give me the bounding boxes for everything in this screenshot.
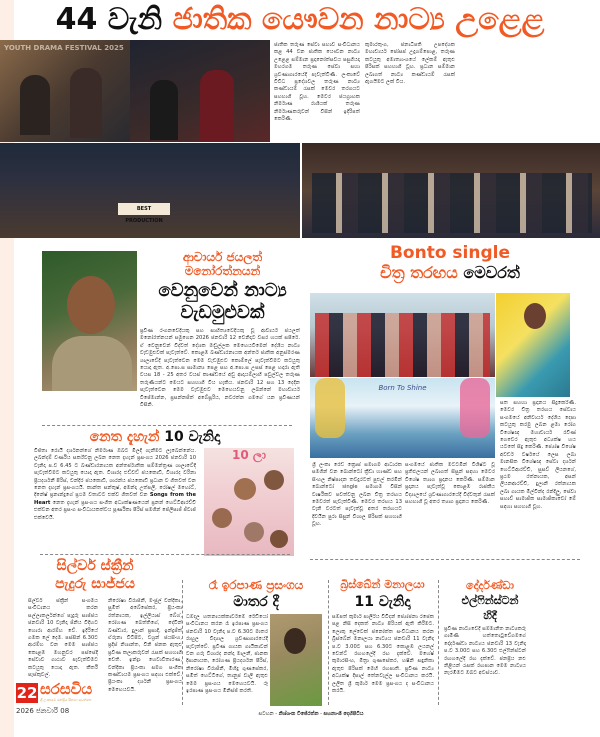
credits-separator: - <box>320 711 322 717</box>
feature-kicker-line2: මනෝරත්නයන් <box>184 264 261 278</box>
feature-title-line1: වෙනුවෙන් නාට්‍ය <box>158 280 287 301</box>
photo-bonto-speaker <box>496 293 570 397</box>
irapana-title-line1: රෑ ඉරපාණ ප්‍රසංගය <box>208 578 304 592</box>
dordanda-title-line3: හිදී <box>483 609 497 622</box>
photo-bonto-children <box>310 378 495 458</box>
bonto-title-black: මෙවරත් <box>463 263 520 282</box>
brisbane-title-line2: 11 වැනිදා <box>354 594 411 610</box>
irapana-title-line2: මාතර දී <box>233 594 279 610</box>
silver-col1: සිල්වර් ස්ක්‍රීන් සංගමය සංවිධානය කරන සල්ලාකර්ලන්ගේ පැදුරු සාජ්ජය ජනවාරි 10 වැනිදා ජිනිය විදිහට හොරා ආරම්භ වේ. ඉදිරියේ ගමක ලේ දෙම. පස්සින් 6.30ට ආරම්භ වන මෙම සාජ්ජය කොළඹ මහනුවර පස්සේදී සේවාව ගාථාව පැවැත්වීමට කටයුතු යොදා ඇත. කීර්ති පැස්කුවල්. <box>28 598 98 678</box>
page-headline <box>0 2 600 38</box>
divider-bonto <box>310 559 580 560</box>
dordanda-title-line1: දෝර්දණ්ඩා <box>465 579 515 592</box>
credits <box>186 710 436 718</box>
credits-prefix: සටහන - <box>258 711 278 717</box>
feature-title-line2: වැඩමුළුවක් <box>180 302 265 323</box>
divider-v2 <box>328 580 329 705</box>
top-story-col1: ජාතික තරුණ සේවා සභාව සංවිධානය කළ 44 වන ජාතික යෞවන නාට්‍ය උළෙළ සම්මාන ප්‍රදානෝත්සවය පසුගියදා මහරගම තරුණ සේවා සභා ශ්‍රවණාගාරයේදී පැවැත්විණි. ලංකාවේ විවිධ ප්‍රදේශවල තරුණ නාට්‍ය කණ්ඩායම් රැසක් මෙවර තරගයට සහභාගී වූහ. මෙවර ජයග්‍රාහක නිර්මාණ රාශියක් තරුණ නිර්මාණකරුවන් විසින් ඉදිරිපත් කෙරිණි. <box>274 42 360 123</box>
photo-award-handover-2 <box>130 40 270 142</box>
dordanda-title-line2: එල්ෆින්ස්ටන් <box>461 594 519 607</box>
concert-title-orange: නෙත දැහැන් <box>89 429 160 445</box>
page-number: 22 <box>16 684 38 702</box>
divider-feature <box>42 425 292 426</box>
brisbane-title-line1: බ්‍රිස්බේන් මනාලයා <box>340 578 425 591</box>
bonto-col2: සංගමයේ ජාතික මට්ටමින් විශිෂ්ට වූ ප්‍රතිඵලයන් ලබාගත් සිසුන් සඳහා මෙවර විශේෂ ත්‍යාග ප්‍රදානය කෙරිණි. සම්මාන ප්‍රදානය පැවැත්වූ කොළඹ රාජකීය විද්‍යාලයේ ශ්‍රවණාගාරයේදී විද්වතුන් රැසක් සහභාගී වූ අතර ත්‍යාග ප්‍රදානය කෙරිණි. <box>405 462 495 506</box>
concert-body-highlight: Songs from the Heart <box>34 492 196 506</box>
divider-v1 <box>182 580 183 705</box>
brisbane-body: සම්පත් කුමාර් පාලීරිය විවිදන් ජ්‍යෝජනා රජෙක පළ නිසි දෙකත් නාට්‍ය පිරියක් ඇති කිරීමට. ලොකු ලේවෙක් ජනෝත්ත සංවිධානය කරන බ්‍රිස්බේන් මනාලයා නාට්‍යය ජනවාරි 11 වැනිදා ප.ව 3.00ට සහ 6.30ට කොළඹ ලයනල් වෙන්ට් රඟහලේදී රඟ දැක්වේ. මහේෂ් කුමාරසිංහ, මිත්‍රා ගුණසේකර, හෂිනි සඳුනිකා ඇතුළු පිරිසක් මෙහි රඟපාති. ප්‍රවීණ නාට්‍ය අධ්‍යක්ෂ දිපාල් තේනවැල්ල සංවිධානය කරයි. ලලිත ශ්‍රී කුමාර් මෙම ප්‍රසංගය ද සංවිධානය කරයි. <box>332 614 434 695</box>
silver-title-line2: පැදුරු සාජ්ජය <box>55 576 135 592</box>
divider-concert <box>40 554 290 555</box>
credits-name2: සහනාංශි දෙහිපිටිය <box>323 711 364 717</box>
photo-group-winners <box>0 143 300 238</box>
brand-logo: සරසවිය <box>40 680 93 698</box>
concert-body-part2: නෙත දැහැන් ප්‍රසංගය සංගීත අධ්‍යක්ෂණයෙන් ප්‍රනන් හෙට්ටිආරච්චි එක්වන අතර ප්‍රසංග සංවිධායකත්වය පූර්ණිකා පීරිස් සමගින් ජේලීපාජි ජිවාජ් එක්වෙයි. <box>34 499 196 521</box>
issue-date: 2026 ජනවාරි 08 <box>16 707 70 715</box>
born-to-shine-banner: Born To Shine <box>378 384 427 392</box>
feature-body: ප්‍රවීණ රංගනවේදියකු සහ සාහිත්‍යවේදියකු වූ ආචාර්ය ජයලත් මනෝරත්නයන් සමුගෙන 2026 ජනවාරි 12 වෙනිදාට වසර හයක් සපිරේ. ඒ වෙනුවෙන් විද්වත් දේශක මඬුල්ලක මෙහෙයවීමෙන් දේශීය නාට්‍ය වැඩමුළුවක් පැවැත්වේ. කොළඹ බණ්ඩාරනායක අන්තර් ජාතික අනුස්මරණ ශාලාවේදී පැවැත්වෙන මෙම වැඩමුළුව කොම්ලේ පැවැත්වීමට කටයුතු යොදා ඇත. අ.පො.ස සාමාන්‍ය පෙළ සහ අ.පො.ස උසස් පෙළ හදාරා ඇති වයස 18 - 25 අතර වයස් කාණ්ඩයේ අඩු ආදායම්ලාභී පවුල්වල තරුණ තරුණියන්ට මෙයට සහභාගී විය හැකිය. ජනවාරි 12 සහ 13 දෙදින පැවැත්වෙන මෙම වැඩමුළුව මෙහෙයවනු ලබන්නේ මහාචාර්ය විජේමාන්න, ප්‍රසන්නජිත් අබේසූරිය, නවරත්න ගමගේ යන ප්‍රවීණයන් විසිනි. <box>140 328 300 409</box>
dordanda-body: ප්‍රවීණ නාට්‍යවේදී සම්මානිත නාට්‍යකරු ගාමිණී හත්තොටුවේගමගේ දෝර්දණ්ඩා නාට්‍යය ජනවාරි 13 වැනිදා ප.ව 3.00ට සහ 6.30ට එල්ෆින්ස්ටන් රඟහලේදී රඟ දැක්වේ. ජනප්‍රිය නළු නිළියන් රැසක් රඟපාන මෙම නාට්‍යය නැරඹීමට ඔබට අවස්ථාව. <box>444 626 526 677</box>
page-number-badge <box>16 683 38 703</box>
silver-title-line1: සිල්වර් ස්ක්‍රීන් <box>56 558 134 574</box>
bonto-title-orange: චිත්‍ර තරඟය <box>380 263 458 282</box>
silver-col2: නිරෝෂා විරාජිනී, මංජුල් වන්දිකා, සුමිත් අබේසේකර, ප්‍රියංකා රත්නායක, ඉල්ලියාස් බේග්, රෝහණ බෙත්තිගේ, දේවින් බණ්ඩාර, දුලාන් ප්‍රසාදි, ඉන්ද්‍රජිත් ඒරුනා විටිපිට, වශ්‍රන් ජයසිංහ, ප්‍රදිප් නිශාන්ත, විනි ජනක ඇතුළු ප්‍රවීණ කලාකරුවන් රැසක් සහභාගී වෙති. ඉන්ද්‍රා හෙවාවිතාරණ, වන්දිකා ප්‍රියංකා සමග සංගීත කණ්ඩායම ප්‍රසංගය සඳහා එක්වේ. ප්‍රියංකා දර්ශනී ප්‍රසංගය මෙහෙයවයි. <box>108 598 182 693</box>
concert-title-black: 10 වැනිදා <box>164 429 221 445</box>
feature-kicker-line1: ආචාර්ය ජයලත් <box>182 250 263 264</box>
bonto-col1: ශ්‍රී ලංකා රෙඩ් ක්‍රොස් සමාගම ආධාරක සමගින් වන බොන්ටෝ ක්‍රීඩා භාණ්ඩ සහ සිංහල නිෂ්පාදන තවදුරටත් පුළුල් කරමින් බොන්ටෝ single සමාගම විසින් වාර්ෂිකව පවත්වනු ලබන චිත්‍ර තරඟය මෙවරත් පැවැත්විණි. මෙවර තරඟය 13 වැනි වරටත් පැවැත්වූ අතර තරඟයට දිවයින පුරා සිසුන් විශාල පිරිසක් සහභාගි වූහ. <box>312 462 402 528</box>
headline-part1: 44 වැනි <box>55 2 163 37</box>
concert-poster-title: 10 ලා <box>232 448 266 462</box>
photo-audience-guests <box>302 143 600 238</box>
divider-v3 <box>438 580 439 705</box>
credits-name1: නිශ්ශංක විජේරත්න <box>278 711 319 717</box>
headline-part2: ජාතික යෞවන නාට්‍ය උළෙළ <box>172 2 545 37</box>
bonto-col3: සත සහභා ප්‍රදානය සිදුකෙරිණි. මෙවර චිත්‍ර තරඟය සේවාය සංගමයේ අනිවාර්ය දේශීය දෙපා කටයුතු කරමු ලබන ළමා රෝග විශේෂඥ මහාචාර්ය රවිණ් ගෙවෙර ඇතුළු අධ්‍යක්ෂ හය යටතේ සිදු කෙරිණි. ජ්‍යෝෂ විශේෂ අවර්ඩ වර්ෂයේ ලෙස ලබා මානසික විශේෂඥ සේවා දර්ශන් හෙට්ටිආරච්චි, සුසව් ලියනගේ, ප්‍රථම රත්නායක, අසන් ලියනආරච්චි, දුලානි රත්නායක ලබා ගායක මිල්වින්ද රන්දිලු, සේවා සහාව් සාමාජික සාමාජිකාවෝ මේ සඳහා සහභාගී වූහ. <box>500 400 576 510</box>
festival-banner-text: YOUTH DRAMA FESTIVAL 2025 <box>4 44 124 52</box>
irapana-body: ධම්දල හතනායක්කාර්වමේ රේඩියෝ සංවිධානය කරන රෑ ඉරපාණ ප්‍රසංගය ජනවාරි 10 වැනිදා ප.ව 6.30ට මාතර රාහුල විද්‍යාල ශ්‍රවණාගාරයේදී පැවැත්වේ. ප්‍රවීණ ගායක ගායිකාවන් වන ගරු විශාරද නන්දා මාලනී, ජානක දිසානායක, රෝහණ ප්‍රියදර්ශන පීරිස්, නිරෝෂා විරාජිනී, මිහිදු ගුණසේකර, සමිත් හෙට්ටිගේ, තානුජ වාලි ඇතුළු මෙම ප්‍රසංගය මෙහෙයවයි. රූ ඉරපාණ ප්‍රසංගය මිනිස්ජ් කරති. <box>186 614 268 695</box>
top-story-col2: කුමාරතුංග, ජනාධිපති උපදේශක මහාචාර්ය ජෝසප් උදුගම්පොළ, තරුණ කටයුතු අමාත්‍යාංශයේ ලේකම් ඇතුළු පිරිසක් සහභාගී වූහ. ප්‍රධාන සම්මාන ලබාගත් නාට්‍ය කණ්ඩායම් රැසක් ඇගයීමට ලක් විය. <box>365 42 455 86</box>
concert-poster <box>204 448 294 556</box>
bonto-title-line2 <box>300 262 600 284</box>
photo-jayalath-manoratne <box>42 251 137 391</box>
best-production-sign: BEST PRODUCTION <box>118 203 170 215</box>
concert-body <box>34 448 196 544</box>
bonto-title-line1: Bonto single <box>389 243 511 263</box>
photo-irapana-singer <box>270 614 322 706</box>
photo-award-handover-1 <box>0 40 130 142</box>
concert-title <box>20 428 290 446</box>
brand-tagline: ශ්‍රී ලංකාවේ ජනප්‍රිය සිනමා පුවත්පත <box>40 698 92 702</box>
photo-bonto-guests <box>310 293 495 377</box>
concert-body-part1: විජිතා රොයි දර්ශනන්ගේ නිර්මාණ ඔබට මිලදී ගැනීමට ලැබෙන්නේය. ලබන්දම් වර්ණිය සර්ක්වනු ලබන නෙත දැහැන් ප්‍රසංගය 2026 ජනවාරි 10 වැනිදා ප.ව 6.45 ට බණ්ඩාරනායක අන්තර්ජාතික සම්මන්ත්‍රණ ශාලාවේදී පැවැත්වීමට කටයුතු යොදා ඇත. විශාරද එඩ්වඩ් ජයකොඩි, විශාරද වරිනා ප්‍රියදර්ශනී පීරිස්, චන්දිර ජයකොඩි, ශාරන්ය ජයකොඩි ප්‍රධාන ව ගීතවත් වන නෙත දැහැන් ප්‍රසංගයයි. කාන්ත සන්තුෂ්, අමන්දා උත්පලී, රෝෂල් මහෝට්, දිනේෂ් ප්‍රනාන්දුගේ ප්‍රථම වතාවට එක්ව ගීතවත් වන <box>34 448 196 499</box>
